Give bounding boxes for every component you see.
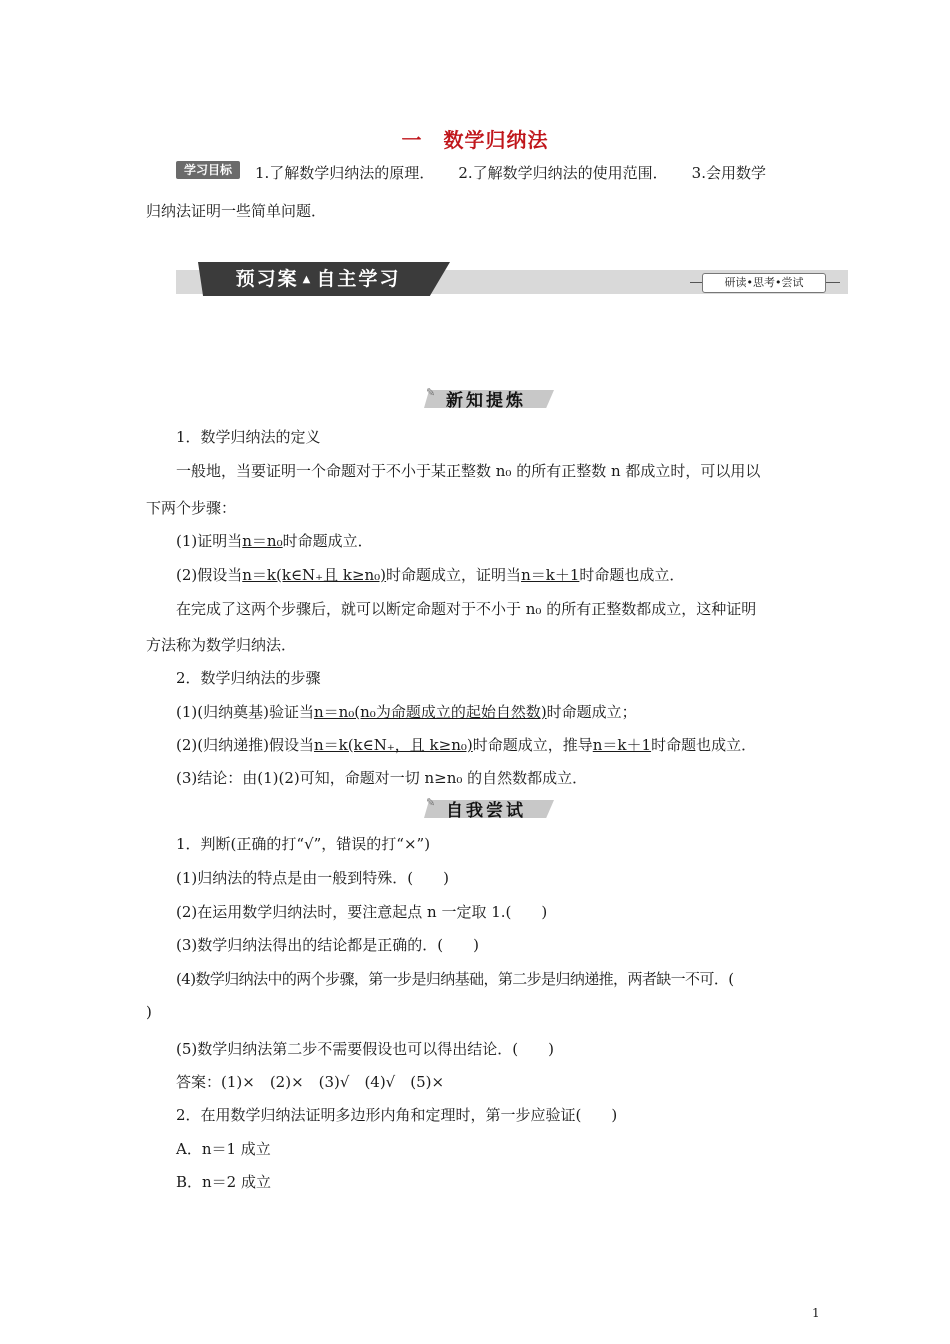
section-heading-text: 新知提炼: [446, 391, 526, 411]
text-line: 方法称为数学归纳法．: [146, 636, 297, 654]
text-line: 一般地，当要证明一个命题对于不小于某正整数 n₀ 的所有正整数 n 都成立时，可以用以: [176, 462, 761, 480]
goal-item: 1.了解数学归纳法的原理．: [255, 164, 435, 182]
text-line: (1)归纳法的特点是由一般到特殊．( ): [176, 869, 449, 887]
text-span: 时命题成立，证明当: [386, 566, 522, 584]
text-line: (2)在运用数学归纳法时，要注意起点 n 一定取 1.( ): [176, 903, 548, 921]
text-line: 1．判断(正确的打“√”，错误的打“×”): [176, 835, 431, 853]
underlined-answer: n＝k(k∈N₊且 k≥n₀): [242, 566, 387, 584]
text-span: 时命题成立．: [282, 532, 373, 550]
text-line: ): [146, 1003, 152, 1021]
text-line: 2．数学归纳法的步骤: [176, 669, 321, 687]
text-line: [176, 701, 637, 722]
option-a: A．n＝1 成立: [176, 1140, 271, 1158]
text-line: [176, 564, 684, 585]
goal-item: 3.会用数学: [691, 164, 766, 182]
text-line: 在完成了这两个步骤后，就可以断定命题对于不小于 n₀ 的所有正整数都成立，这种证明: [176, 600, 757, 618]
text-line: 2．在用数学归纳法证明多边形内角和定理时，第一步应验证( ): [176, 1106, 618, 1124]
learning-goals-continuation: 归纳法证明一些简单问题．: [146, 202, 327, 220]
section-heading-self-try: [424, 796, 548, 821]
page-number: 1: [812, 1306, 820, 1320]
section-heading-text: 自我尝试: [446, 801, 526, 821]
banner-title-right: 自主学习: [316, 268, 401, 290]
underlined-answer: n＝k＋1: [592, 736, 652, 754]
text-line: (5)数学归纳法第二步不需要假设也可以得出结论．( ): [176, 1040, 554, 1058]
option-b: B．n＝2 成立: [176, 1173, 271, 1191]
underlined-answer: n＝k＋1: [521, 566, 580, 584]
text-span: 时命题也成立．: [579, 566, 685, 584]
learning-goal-badge: 学习目标: [176, 161, 240, 179]
text-span: (2)(归纳递推)假设当: [176, 736, 314, 754]
pencil-icon: ✎: [426, 386, 436, 399]
text-span: (2)假设当: [176, 566, 243, 584]
section-banner-title: [198, 262, 438, 296]
banner-tag: 研读•思考•尝试: [702, 273, 826, 293]
banner-title-left: 预习案: [235, 268, 299, 290]
section-heading-new-knowledge: [424, 386, 548, 411]
text-line: (4)数学归纳法中的两个步骤，第一步是归纳基础，第二步是归纳递推，两者缺一不可．(: [176, 970, 734, 988]
text-line: [176, 530, 373, 551]
text-line: 1．数学归纳法的定义: [176, 428, 321, 446]
pencil-icon: ✎: [426, 796, 436, 809]
answer-line: 答案：(1)× (2)× (3)√ (4)√ (5)×: [176, 1073, 445, 1091]
text-span: 时命题成立，推导: [472, 736, 593, 754]
text-span: (1)证明当: [176, 532, 243, 550]
text-span: (1)(归纳奠基)验证当: [176, 703, 314, 721]
goal-item: 2.了解数学归纳法的使用范围．: [458, 164, 668, 182]
text-span: 时命题成立；: [546, 703, 637, 721]
triangle-icon: ▲: [302, 273, 313, 285]
text-line: 下两个步骤：: [146, 499, 237, 517]
underlined-answer: n＝k(k∈N₊，且 k≥n₀): [313, 736, 473, 754]
page-title: 一 数学归纳法: [401, 128, 549, 152]
learning-goals: [255, 162, 815, 183]
text-line: [176, 734, 756, 755]
text-span: 时命题也成立．: [651, 736, 757, 754]
text-line: (3)数学归纳法得出的结论都是正确的．( ): [176, 936, 479, 954]
underlined-answer: n＝n₀(n₀为命题成立的起始自然数): [313, 703, 547, 721]
text-line: (3)结论：由(1)(2)可知，命题对一切 n≥n₀ 的自然数都成立．: [176, 769, 588, 787]
underlined-answer: n＝n₀: [242, 532, 283, 550]
